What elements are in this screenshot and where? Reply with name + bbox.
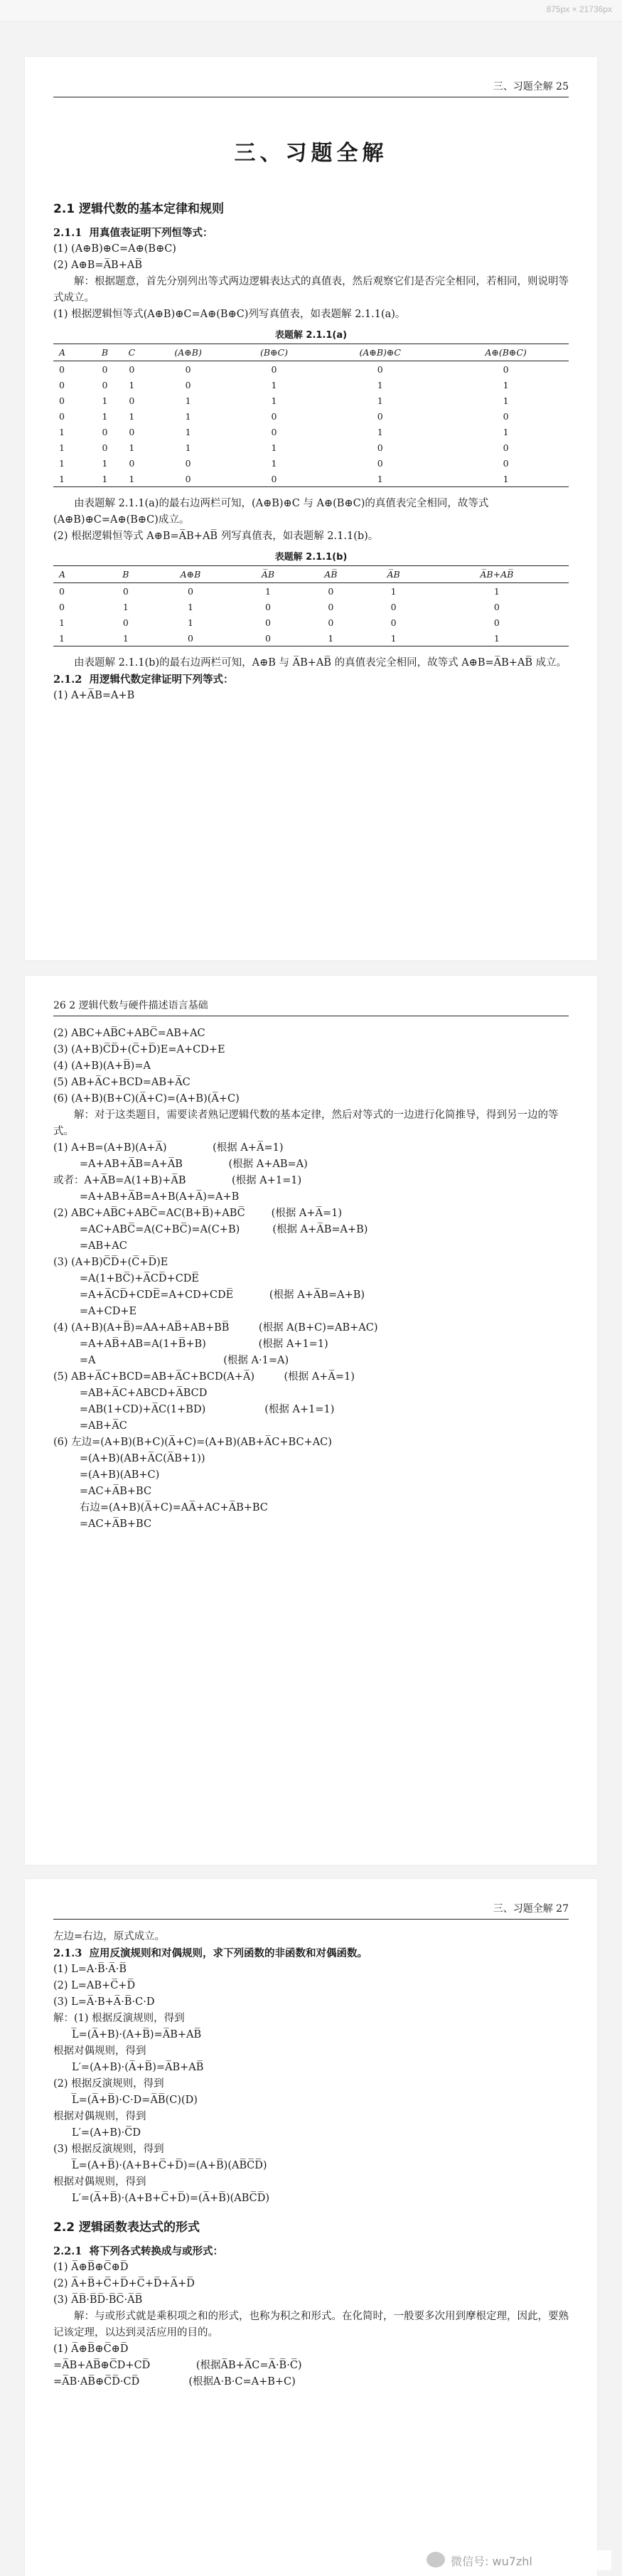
- table-cell: 0: [59, 395, 65, 406]
- paragraph: (1) 根据逻辑恒等式(A⊕B)⊕C=A⊕(B⊕C)列写真值表，如表题解 2.1.1(a)。: [53, 309, 406, 320]
- table-row: [53, 599, 569, 614]
- table-cell: 0: [59, 363, 65, 375]
- table-cell: 1: [271, 442, 277, 453]
- table-cell: 0: [59, 601, 65, 612]
- table-cell: 1: [443, 471, 569, 487]
- image-dimensions: 875px × 21736px: [546, 4, 612, 14]
- solution-line: =AB(1+CD)+A̅C(1+BD) (根据 A+1=1): [53, 1404, 335, 1415]
- table-header-cell: A̅B+AB̅: [425, 566, 569, 583]
- page-27: [25, 1879, 597, 2576]
- paragraph: 由表题解 2.1.1(a)的最右边两栏可知，(A⊕B)⊕C 与 A⊕(B⊕C)的真值表完全相同，故等式(A⊕B)⊕C=A⊕(B⊕C)成立。: [53, 498, 489, 526]
- solution-line: (4) (A+B)(A+B̅)=A: [53, 1060, 151, 1072]
- chapter-title: 三、习题全解: [234, 141, 388, 166]
- table-cell: 0: [146, 471, 231, 487]
- table-cell: 0: [102, 363, 108, 375]
- table-cell: 0: [377, 410, 383, 422]
- table-cell: 1: [377, 379, 383, 390]
- exercise-heading: 2.1.2 用逻辑代数定律证明下列等式：: [53, 674, 234, 686]
- table-cell: 1: [118, 471, 145, 487]
- section-heading: 2.1 逻辑代数的基本定律和规则: [53, 202, 225, 216]
- table-cell: 1: [59, 457, 65, 469]
- solution-line: =AB+A̅C+ABCD+A̅BCD: [53, 1388, 208, 1399]
- table-cell: 1: [185, 426, 191, 437]
- solution-line: =AC+A̅B+BC: [53, 1486, 152, 1497]
- table-cell: 0: [271, 363, 277, 375]
- solution-line: (3) (A+B)C̅D̅+(C̅+D̅)E=A+CD+E: [53, 1044, 225, 1055]
- table-cell: 1: [102, 395, 108, 406]
- table-cell: 1: [185, 410, 191, 422]
- solution-line: =A+A̅CD̅+CDE̅=A+CD+CDE̅ (根据 A+A̅B=A+B): [53, 1289, 365, 1301]
- solution-line: =A(1+BC̅)+A̅CD̅+CDE̅: [53, 1273, 199, 1284]
- exercise-heading: 2.1.1 用真值表证明下列恒等式：: [53, 227, 213, 239]
- table-cell: 0: [328, 617, 334, 628]
- table-cell: 1: [503, 395, 509, 406]
- solution-line: L′=(A+B)·(A̅+B̅)=A̅B+AB̅: [72, 2062, 204, 2073]
- table-cell: 1: [59, 617, 65, 628]
- solution-line: (1) L=A·B̅·A̅·B̅: [53, 1964, 127, 1975]
- solution-line: (2) L=AB+C̅+D̅: [53, 1980, 136, 1991]
- table-cell: 0: [59, 585, 65, 597]
- table-cell: 1: [271, 395, 277, 406]
- table-cell: 1: [59, 442, 65, 453]
- table-cell: 1: [271, 379, 277, 390]
- table-cell: 0: [129, 363, 135, 375]
- solution-line: =AC+ABC̅=A(C+BC̅)=A(C+B) (根据 A+A̅B=A+B): [53, 1224, 368, 1235]
- page-header-right: 三、习题全解 25: [493, 81, 569, 92]
- table-row: [53, 377, 569, 393]
- equation-line: (1) A+A̅B=A+B: [53, 690, 135, 701]
- solution-block: [53, 2243, 569, 2390]
- table-row: [53, 455, 569, 471]
- solution-block: [53, 1929, 569, 2207]
- table-row: [53, 361, 569, 378]
- equation-line: (2) A⊕B=A̅B+AB̅: [53, 260, 142, 271]
- table-header-cell: C: [118, 344, 145, 361]
- solution-line: 根据对偶规则，得到: [53, 2045, 146, 2057]
- table-row: [53, 614, 569, 630]
- table-cell: 1: [129, 379, 135, 390]
- table-cell: 0: [185, 457, 191, 469]
- truth-table-a-body: [53, 361, 569, 487]
- table-cell: 1: [92, 471, 118, 487]
- truth-table-a: [53, 344, 569, 487]
- table-row: [53, 393, 569, 408]
- table-cell: 0: [187, 585, 193, 597]
- table-cell: 1: [185, 442, 191, 453]
- table-header-cell: A⊕B: [144, 566, 237, 583]
- page-content: [53, 107, 569, 704]
- equation-line: (1) (A⊕B)⊕C=A⊕(B⊕C): [53, 243, 176, 255]
- page-header: [53, 1900, 569, 1920]
- table-cell: 0: [377, 457, 383, 469]
- table-header-row: [53, 566, 569, 583]
- exercise-heading: 2.1.3 应用反演规则和对偶规则，求下列函数的非函数和对偶函数。: [53, 1947, 368, 1959]
- table-header-cell: A: [53, 566, 107, 583]
- table-header-cell: AB̅: [299, 566, 362, 583]
- solution-line: 根据对偶规则，得到: [53, 2176, 146, 2188]
- page-content: [53, 1929, 569, 2390]
- page-header-right: 三、习题全解 27: [493, 1903, 569, 1915]
- table-header-cell: A̅B: [237, 566, 299, 583]
- table-cell: 0: [231, 471, 318, 487]
- paragraph: 解：根据题意，首先分别列出等式两边逻辑表达式的真值表，然后观察它们是否完全相同，若相同，则说明等式成立。: [53, 276, 569, 304]
- table-cell: 1: [317, 471, 443, 487]
- solution-line: =A+AB+A̅B=A+A̅B (根据 A+AB=A): [53, 1159, 308, 1170]
- table-cell: 1: [53, 471, 92, 487]
- table-header-row: [53, 344, 569, 361]
- page-header: [53, 78, 569, 97]
- solution-line: =A+AB+A̅B=A+B(A+A̅)=A+B: [53, 1191, 240, 1203]
- solution-line: =A̅B·AB̅⊕C̅D̅·CD̅ (根据A·B·C=A+B+C): [53, 2376, 296, 2388]
- solution-line: 根据对偶规则，得到: [53, 2111, 146, 2122]
- table-cell: 1: [493, 585, 500, 597]
- solution-line: =AB+A̅C: [53, 1420, 127, 1432]
- table-header-cell: A: [53, 344, 92, 361]
- page-26: [25, 976, 597, 1865]
- solution-line: (5) AB+A̅C+BCD=AB+A̅C+BCD(A+A̅) (根据 A+A̅=1): [53, 1371, 355, 1383]
- table-row: [53, 630, 569, 646]
- table-cell: 0: [328, 585, 334, 597]
- page-header-left: 26 2 逻辑代数与硬件描述语言基础: [53, 1000, 208, 1011]
- table-cell: 1: [271, 457, 277, 469]
- table-cell: 0: [377, 363, 383, 375]
- table-cell: 0: [503, 457, 509, 469]
- solution-line: L′=(A̅+B̅)·(A+B+C̅+D̅)=(A̅+B̅)(ABC̅D̅): [72, 2193, 270, 2204]
- solution-line: 右边=(A+B)(A̅+C)=AA̅+AC+A̅B+BC: [53, 1502, 268, 1513]
- table-cell: 1: [377, 395, 383, 406]
- table-cell: 0: [59, 379, 65, 390]
- solution-line: =AB+AC: [53, 1240, 127, 1252]
- table-cell: 1: [102, 457, 108, 469]
- solution-line: (2) A̅+B̅+C̅+D̅+C̅+D̅+A̅+D̅: [53, 2278, 195, 2289]
- table-cell: 0: [493, 617, 500, 628]
- table-row: [53, 440, 569, 455]
- table-cell: 1: [299, 630, 362, 646]
- solution-line: L̅=(A̅+B̅)·C·D=A̅B̅(C)(D): [72, 2095, 198, 2106]
- table-cell: 1: [265, 585, 271, 597]
- table-cell: 0: [265, 617, 271, 628]
- solution-line: =AC+A̅B+BC: [53, 1518, 152, 1530]
- table-cell: 0: [503, 410, 509, 422]
- solution-line: =A (根据 A·1=A): [53, 1355, 289, 1366]
- paragraph: (2) 根据逻辑恒等式 A⊕B=A̅B+AB̅ 列写真值表，如表题解 2.1.1(b)。: [53, 531, 379, 542]
- solution-line: (5) AB+A̅C+BCD=AB+A̅C: [53, 1077, 191, 1088]
- solution-line: (3) 根据反演规则，得到: [53, 2144, 164, 2155]
- table-cell: 1: [377, 426, 383, 437]
- table-cell: 0: [129, 457, 135, 469]
- table-cell: 0: [102, 379, 108, 390]
- table-cell: 1: [187, 601, 193, 612]
- table-cell: 1: [185, 395, 191, 406]
- solution-line: =A̅B+AB̅⊕C̅D+CD̅ (根据A̅B+A̅C=A̅·B̅·C̅): [53, 2360, 302, 2371]
- table-header-cell: A⊕(B⊕C): [443, 344, 569, 361]
- watermark: [427, 2550, 611, 2570]
- paragraph: 由表题解 2.1.1(b)的最右边两栏可知，A⊕B 与 A̅B+AB̅ 的真值表完全相同，故等式 A⊕B=A̅B+AB̅ 成立。: [74, 657, 567, 669]
- solution-line: (1) A̅⊕B̅⊕C̅⊕D̅: [53, 2343, 129, 2355]
- table-cell: 0: [144, 630, 237, 646]
- table-row: [53, 583, 569, 600]
- solution-line: 左边=右边，原式成立。: [53, 1931, 166, 1942]
- table-cell: 1: [122, 601, 129, 612]
- solution-line: L̅=(A+B̅)·(A+B+C̅+D̅)=(A+B̅)(AB̅C̅D̅): [72, 2160, 267, 2171]
- solution-line: =(A+B)(AB+C): [53, 1469, 160, 1481]
- solution-line: (2) ABC+AB̅C+ABC̅=AB+AC: [53, 1028, 205, 1039]
- table-cell: 1: [102, 410, 108, 422]
- solution-line: L̅=(A̅+B)·(A+B̅)=A̅B+AB̅: [72, 2029, 202, 2040]
- table-cell: 0: [129, 426, 135, 437]
- table-caption: 表题解 2.1.1(b): [274, 552, 348, 563]
- solution-line: (3) A̅B̅·B̅D̅·B̅C̅·A̅B̅: [53, 2294, 143, 2306]
- page-25: [25, 57, 597, 960]
- table-caption: 表题解 2.1.1(a): [274, 330, 348, 341]
- exercise-heading: 2.2.1 将下列各式转换成与或形式：: [53, 2245, 223, 2257]
- table-header-cell: (A⊕B): [146, 344, 231, 361]
- solution-line: (3) (A+B)C̅D̅+(C̅+D̅)E: [53, 1257, 168, 1268]
- solution-line: 解：对于这类题目，需要读者熟记逻辑代数的基本定律，然后对等式的一边进行化简推导，得到另一边的等式。: [53, 1109, 559, 1137]
- truth-table-b-body: [53, 583, 569, 646]
- table-cell: 0: [390, 601, 397, 612]
- page-content: [53, 1026, 569, 1533]
- table-cell: 1: [390, 585, 397, 597]
- table-cell: 0: [390, 617, 397, 628]
- solution-line: (2) ABC+AB̅C+ABC̅=AC(B+B̅)+ABC̅ (根据 A+A̅=1): [53, 1208, 343, 1219]
- table-cell: 1: [129, 442, 135, 453]
- table-cell: 0: [503, 442, 509, 453]
- solution-line: (1) A̅⊕B̅⊕C̅⊕D̅: [53, 2262, 129, 2273]
- table-cell: 1: [425, 630, 569, 646]
- solution-line: =A+CD+E: [53, 1306, 137, 1317]
- solution-line: (6) 左边=(A+B)(B+C)(A̅+C)=(A+B)(AB+A̅C+BC+AC): [53, 1437, 332, 1448]
- table-cell: 0: [102, 426, 108, 437]
- table-cell: 0: [328, 601, 334, 612]
- section-heading: 2.2 逻辑函数表达式的形式: [53, 2220, 200, 2235]
- table-cell: 0: [122, 617, 129, 628]
- table-cell: 0: [129, 395, 135, 406]
- solution-line: (4) (A+B)(A+B̅)=AA+AB̅+AB+BB̅ (根据 A(B+C)=AB+AC): [53, 1322, 378, 1334]
- table-cell: 0: [185, 379, 191, 390]
- table-header-cell: B: [107, 566, 144, 583]
- table-cell: 0: [265, 601, 271, 612]
- solution-line: L′=(A+B)·C̅D: [72, 2127, 141, 2139]
- table-header-cell: A̅B: [362, 566, 424, 583]
- table-header-cell: (A⊕B)⊕C: [317, 344, 443, 361]
- solution-line: =(A+B)(AB+A̅C(A̅B+1)): [53, 1453, 205, 1464]
- solution-line: (1) A+B=(A+B)(A+A̅) (根据 A+A̅=1): [53, 1142, 284, 1154]
- table-cell: 0: [271, 410, 277, 422]
- table-cell: 0: [237, 630, 299, 646]
- table-row: [53, 408, 569, 424]
- solution-line: (3) L=A̅·B+A̅·B̅·C·D: [53, 1996, 155, 2008]
- table-cell: 1: [129, 410, 135, 422]
- solution-line: =A+AB̅+AB=A(1+B̅+B) (根据 A+1=1): [53, 1338, 328, 1350]
- solution-line: 解：与或形式就是乘积项之和的形式，也称为积之和形式。在化简时，一般要多次用到摩根定理，因此，要熟记该定理，以达到灵活应用的目的。: [53, 2311, 569, 2338]
- table-cell: 0: [377, 442, 383, 453]
- solution-line: 或者：A+A̅B=A(1+B)+A̅B (根据 A+1=1): [53, 1175, 302, 1186]
- truth-table-b: [53, 565, 569, 646]
- table-cell: 1: [53, 630, 107, 646]
- table-cell: 1: [107, 630, 144, 646]
- table-cell: 0: [493, 601, 500, 612]
- table-cell: 0: [102, 442, 108, 453]
- table-row: [53, 424, 569, 440]
- page-header: [53, 997, 569, 1016]
- solution-line: (2) 根据反演规则，得到: [53, 2078, 164, 2090]
- watermark-text: 微信号: wu7zhl: [451, 2555, 532, 2568]
- wechat-icon: [427, 2552, 445, 2567]
- table-cell: 1: [503, 426, 509, 437]
- table-cell: 0: [185, 363, 191, 375]
- table-cell: 0: [59, 410, 65, 422]
- solution-line: (6) (A+B)(B+C)(A̅+C)=(A+B)(A̅+C): [53, 1093, 240, 1105]
- table-row: [53, 471, 569, 487]
- table-cell: 1: [59, 426, 65, 437]
- table-cell: 1: [362, 630, 424, 646]
- solution-line: 解：(1) 根据反演规则，得到: [53, 2013, 185, 2024]
- table-cell: 1: [503, 379, 509, 390]
- table-cell: 0: [271, 426, 277, 437]
- table-cell: 0: [503, 363, 509, 375]
- table-header-cell: B: [92, 344, 118, 361]
- top-bar: [0, 0, 622, 22]
- table-cell: 0: [122, 585, 129, 597]
- table-header-cell: (B⊕C): [231, 344, 318, 361]
- table-cell: 1: [187, 617, 193, 628]
